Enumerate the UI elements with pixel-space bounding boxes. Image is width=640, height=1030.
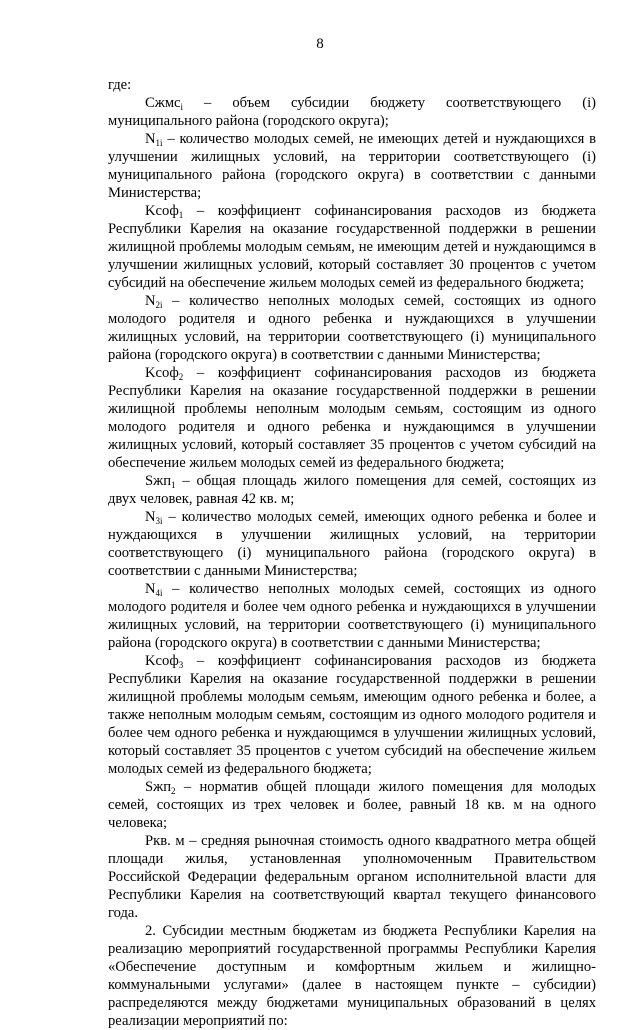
definition-ksof1: Kсоф$_1$ – коэффициент софинансирования расходов из бюджета Республики Карелия на оказание государственной поддержки в решении жилищной проблемы молодым семьям, не имеющим детей и нуждающимся в улучшении жилищных условий, который составляет 30 процентов с учетом субсидий на обеспечение жильем молодых семей из федерального бюджета; bbox=[108, 203, 596, 291]
definition-n3i: $N_{3i}$ – количество молодых семей, имеющих одного ребенка и более и нуждающихся в улучшении жилищных условий, на территории соответствующего (i) муниципального района (городского округа) в соответствии с данными Министерства; bbox=[108, 509, 596, 579]
definition-pkvm: Ркв. м – средняя рыночная стоимость одного квадратного метра общей площади жилья, установленная уполномоченным Правительством Российской Федерации федеральным органом исполнительной власти для Республики Карелия на соответствующий квартал текущего финансового года. bbox=[108, 833, 596, 921]
definition-n1i: $N_{1i}$ – количество молодых семей, не имеющих детей и нуждающихся в улучшении жилищных условий, на территории соответствующего (i) муниципального района (городского округа) в соответствии с данными Министерства; bbox=[108, 131, 596, 201]
paragraph-clause-2: 2. Субсидии местным бюджетам из бюджета Республики Карелия на реализацию мероприятий государственной программы Республики Карелия «Обеспечение доступным и комфортным жильем и жилищно-коммунальными услугами» (далее в настоящем пункте – субсидии) распределяются между бюджетами муниципальных образований в целях реализации мероприятий по: bbox=[108, 923, 596, 1029]
document-body bbox=[108, 76, 596, 1030]
definition-ksof3: Kсоф$_3$ – коэффициент софинансирования расходов из бюджета Республики Карелия на оказание государственной поддержки в решении жилищной проблемы молодым семьям, имеющим одного ребенка и более, а также неполным молодым семьям, состоящим из одного молодого родителя и более чем одного ребенка и нуждающимся в улучшении жилищных условий, который составляет 35 процентов с учетом субсидий на обеспечение жильем молодых семей из федерального бюджета; bbox=[108, 653, 596, 777]
definition-ksof2: Kсоф$_2$ – коэффициент софинансирования расходов из бюджета Республики Карелия на оказание государственной поддержки в решении жилищной проблемы неполным молодым семьям, состоящим из одного молодого родителя и одного ребенка и нуждающимся в улучшении жилищных условий, который составляет 35 процентов с учетом субсидий на обеспечение жильем молодых семей из федерального бюджета; bbox=[108, 365, 596, 471]
definition-szhms: Cжмс$_i$ – объем субсидии бюджету соответствующего (i) муниципального района (городского округа); bbox=[108, 95, 596, 129]
definition-szhp2: Sжп$_2$ – норматив общей площади жилого помещения для молодых семей, состоящих из трех человек и более, равный 18 кв. м на одного человека; bbox=[108, 779, 596, 831]
definition-n4i: $N_{4i}$ – количество неполных молодых семей, состоящих из одного молодого родителя и более чем одного ребенка и нуждающихся в улучшении жилищных условий, на территории соответствующего (i) муниципального района (городского округа) в соответствии с данными Министерства; bbox=[108, 581, 596, 651]
page-number: 8 bbox=[316, 36, 324, 52]
definition-szhp1: Sжп$_1$ – общая площадь жилого помещения для семей, состоящих из двух человек, равная 42 кв. м; bbox=[108, 473, 596, 507]
definition-n2i: $N_{2i}$ – количество неполных молодых семей, состоящих из одного молодого родителя и одного ребенка и нуждающихся в улучшении жилищных условий, на территории соответствующего (i) муниципального района (городского округа) в соответствии с данными Министерства; bbox=[108, 293, 596, 363]
paragraph-where: где: bbox=[108, 77, 132, 93]
